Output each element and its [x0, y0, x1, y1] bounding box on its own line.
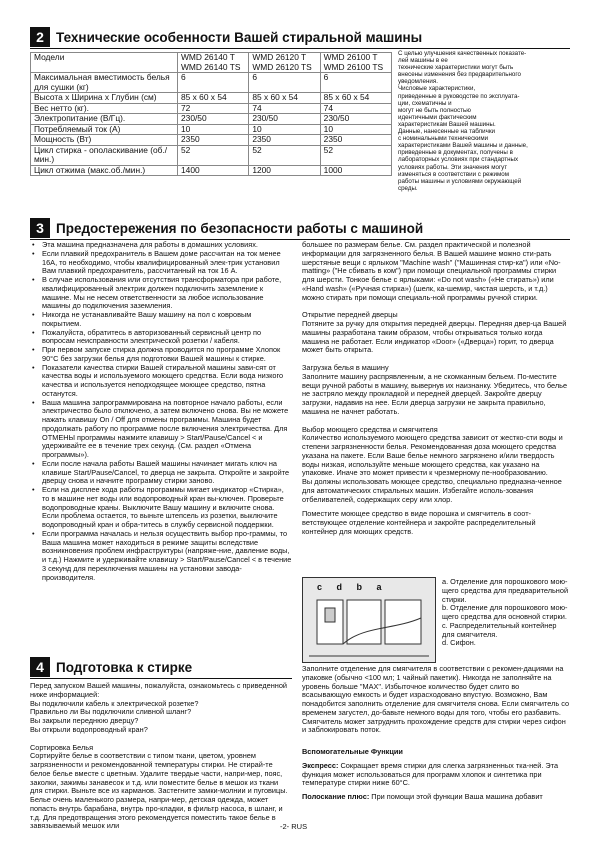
- detergent-text-3: Поместите моющее средство в виде порошка и смягчитель в соот-ветствующее отделение контейнера и закройте распределительный контейнер для моющих средств.: [302, 509, 536, 536]
- softener-text: Заполните отделение для смягчителя в соответствии с рекомен-дациями на упаковке (обычно <100 мл; 1 чайный пакетик). Никогда не заполняйте на уровень больше "MAX". Избыточное количество будет слито во всасывающую емкость и будет израсходовано впустую. Возможно, Вам понадобится заполнить отделение для смягчителя снова. Если смягчитель со временем загустел, до-бавьте немного воды для того, чтобы его разбавить. Смягчитель может затруднить прохождение средств для стирки через сифон и заблокировать поток.: [302, 664, 570, 735]
- right-column-top: [302, 241, 570, 537]
- table-cell: 10: [249, 124, 320, 135]
- table-cell: Цикл отжима (макс.об./мин.): [31, 165, 178, 176]
- list-item: • В случае использования или отсутствия трансформатора при работе, квалифицированный электрик должен подключить заземление к машине. Мы не несем ответственности за любое использование машины до подключения заземления.: [42, 276, 292, 311]
- safety-column: [30, 241, 292, 582]
- sort-title: Сортировка Белья: [30, 742, 94, 752]
- section-2-header: [30, 27, 422, 47]
- table-cell: 6: [178, 73, 249, 93]
- table-cell: WMD 26140 T WMD 26140 TS: [178, 53, 249, 73]
- table-row: [31, 124, 392, 135]
- list-item: • Никогда не устанавливайте Вашу машину на пол с ковровым покрытием.: [42, 311, 292, 329]
- table-cell: 52: [249, 145, 320, 165]
- detergent-text: Количество используемого моющего средства зависит от жестко-сти воды и степени загрязненности белья. Рекомендованная доза моющего средства указана на пакете. Если Ваше белье немного загрязнено и/или твердость воды низкая, используйте меньше моющего средства, как указано на упаковке. Иначе это может привести к чрезмерному пе-нообразованию.: [302, 433, 563, 478]
- table-header-row: [31, 53, 392, 73]
- page-number: -2- RUS: [280, 822, 308, 831]
- section-title: Подготовка к стирке: [56, 659, 193, 675]
- detergent-title: Выбор моющего средства и смягчителя: [302, 424, 438, 434]
- section-title: Технические особенности Вашей стиральной машины: [56, 29, 423, 45]
- right-column-bottom: [302, 665, 570, 802]
- express-text: Сокращает время стирки для слегка загрязненных тка-ней. Эта функция может использоваться для программ хлопок и синтетика при температуре стирки ниже 60°С.: [302, 760, 559, 788]
- preparation-column: [30, 682, 292, 831]
- load-title: Загрузка белья в машину: [302, 363, 389, 372]
- table-cell: 10: [320, 124, 391, 135]
- table-cell: 85 x 60 x 54: [178, 93, 249, 104]
- door-title: Открытие передней дверцы: [302, 310, 398, 320]
- section-number: 4: [30, 657, 50, 677]
- table-cell: Электропитание (В/Гц).: [31, 114, 178, 125]
- rinse-paragraph: [302, 793, 570, 802]
- sort-text: Сортируйте белье в соответствии с типом ткани, цветом, уровнем загрязненности и рекомендованной температуры стирки. Не стирай-те белое белье вместе с цветным. Удалите твердые части, напри-мер, пояс, заколки, зажимы занавесок и т.д. или поместите белье в мешок из ткани для стирки. Выньте все из карманов. Застегните замки-молнии и пуговицы. Белье очень маленького размера, напри-мер, детская одежда, может попасть внутрь барабана, внутрь про-кладки, в фильтр насоса, в шланг, и т.д. Для предотвращения этого рекомендуется поместить такое белье в завязываемый мешок или: [30, 751, 288, 831]
- table-cell: 230/50: [249, 114, 320, 125]
- table-cell: 2350: [178, 135, 249, 146]
- table-cell: WMD 26100 T WMD 26100 TS: [320, 53, 391, 73]
- table-cell: 1400: [178, 165, 249, 176]
- table-cell: 72: [178, 103, 249, 114]
- table-cell: Мощность (Вт): [31, 135, 178, 146]
- table-cell: Потребляемый ток (А): [31, 124, 178, 135]
- rinse-text: При помощи этой функции Ваша машина добавит: [369, 792, 543, 801]
- list-item: • Ваша машина запрограммирована на повторное начало работы, если электричество было отключено, а затем включено снова. Вы не можете нажать клавишу On / Off для отмены программы. Машина будет продолжать работу по программе после включения электричества. Для ОТМЕНЫ программы нажмите клавишу > Start/Pause/Cancel < и удерживайте ее в течение трех секунд. (См. раздел «Отмена программы»).: [42, 399, 292, 460]
- table-cell: Модели: [31, 53, 178, 73]
- express-paragraph: [302, 762, 570, 788]
- section-number: 3: [30, 218, 50, 238]
- door-text: Потяните за ручку для открытия передней дверцы. Передняя двер-ца Вашей машины разработана таким образом, чтобы открываться только когда машина не работает. Если индикатор «Door» («Дверца») горит, то дверца может быть открыта.: [302, 319, 567, 355]
- list-item: • Пожалуйста, обратитесь в авторизованный сервисный центр по вопросам неисправности электрической розетки / кабеля.: [42, 329, 292, 347]
- divider: [30, 48, 570, 49]
- table-row: [31, 135, 392, 146]
- table-cell: 230/50: [178, 114, 249, 125]
- section-number: 2: [30, 27, 50, 47]
- table-row: [31, 73, 392, 93]
- drawer-letters: c d b a: [317, 582, 388, 592]
- load-text: Заполните машину распрявленным, а не скомканным бельем. По-местите вещи ручной работы в машину, вывернув их наизнанку. Убедитесь, что белье не застряло между прокладкой и передней дверцей. Закройте дверцу загрузки, надавив на нее. Если дверца загрузки не закрыта правильно, машина не начнет работать.: [302, 371, 568, 416]
- table-row: [31, 103, 392, 114]
- section-3-header: [30, 218, 423, 238]
- table-cell: Максимальная вместимость белья для сушки (кг): [31, 73, 178, 93]
- table-cell: 6: [249, 73, 320, 93]
- table-cell: 2350: [320, 135, 391, 146]
- section-title: Предостережения по безопасности работы с машиной: [56, 220, 424, 236]
- table-cell: Высота x Ширина x Глубин (см): [31, 93, 178, 104]
- table-cell: 85 x 60 x 54: [249, 93, 320, 104]
- table-cell: WMD 26120 T WMD 26120 TS: [249, 53, 320, 73]
- list-item: • При первом запуске стирка должна проводится по программе Хлопок 90°С без загрузки белья для подготовки Вашей машины к стирке.: [42, 346, 292, 364]
- preparation-intro: Перед запуском Вашей машины, пожалуйста, ознакомьтесь с приведенной ниже информацией: Вы подключили кабель к электрической розетке? Правильно ли Вы подключили сливной шланг? Вы закрыли переднюю дверцу? Вы открыли водопроводный кран?: [30, 681, 288, 734]
- table-cell: 74: [249, 103, 320, 114]
- table-cell: 230/50: [320, 114, 391, 125]
- table-row: [31, 93, 392, 104]
- detergent-text-2: Вы должны использовать моющее средство, специально предназна-ченное для автоматических стиральных машин. Избегайте исполь-зования отбеливателей, содержащих серу или хлор.: [302, 477, 562, 504]
- table-row: [31, 165, 392, 176]
- table-cell: 52: [320, 145, 391, 165]
- detergent-drawer-illustration: [302, 577, 436, 663]
- rinse-label: Полоскание плюс:: [302, 792, 370, 801]
- section-4-header: [30, 657, 192, 677]
- table-row: [31, 145, 392, 165]
- drawer-legend: a. Отделение для порошкового мою-щего средства для предварительной стирки. b. Отделение для порошкового мою-щего средства для основной стирки. c. Распределительный контейнер для смягчителя. d. Сифон.: [442, 577, 569, 648]
- table-cell: 2350: [249, 135, 320, 146]
- list-item: • Если на дисплее хода работы программы мигает индикатор «Стирка», то в машине нет воды или водопроводный кран вы-ключен. Проверьте водопроводные краны. Выключите Вашу машину и включите снова. Если проблема остается, то выньте штепсель из розетки, выключите водопроводный кран и обра-титесь в службу сервисной поддержки.: [42, 486, 292, 530]
- divider: [30, 678, 292, 679]
- table-cell: 74: [320, 103, 391, 114]
- table-cell: 52: [178, 145, 249, 165]
- laundry-intro: большее по размерам белье. См. раздел практической и полезной информации для загрязненного белья. В Вашей машине можно сти-рать шерстяные вещи с ярлыком "Machine wash" ("Машинная стир-ка") или «No-matting» ("Не сбивать в ком") при помощи специальной программы стирки для шерсти. Тонкое белье с ярлыками: «Do not wash» («Не стирать») или «Hand wash» («Ручная стирка») (шелк, ка-шемир, чистая шерсть, и т.д.) можно стирать при помощи специаль-ной программы ручной стирки.: [302, 240, 561, 302]
- list-item: • Показатели качества стирки Вашей стиральной машины зави-сят от качества воды и используемого моющего средства. Если вода низкого качества и используется неподходящее моющее средство, пятна останутся.: [42, 364, 292, 399]
- table-cell: 6: [320, 73, 391, 93]
- spec-note: С целью улучшения качественных показате- лей машины в ее технические характеристики могут быть внесены изменения без предварительного уведомления. Числовые характеристики, приведенные в руководстве по эксплуата- ции, схематичны и могут не быть полностью идентичными фактическим характеристикам Вашей машины. Данные, нанесенные на таблички с номинальными техническими характеристиками Вашей машины и данные, приведенные в документах, получены в лабораторных условиях при стандартных условиях работы. Эти значения могут изменяться в соответствии с режимом работы машины и условиями окружающей среды.: [398, 50, 528, 192]
- table-cell: Цикл стирка - ополаскивание (об./мин.): [31, 145, 178, 165]
- list-item: • Если плавкий предохранитель в Вашем доме рассчитан на ток менее 16А, то необходимо, чтобы квалифицированный элек-трик установил Вам плавкий предохранитель, рассчитанный на ток 16 А.: [42, 250, 292, 276]
- table-cell: 1200: [249, 165, 320, 176]
- aux-title: Вспомогательные Функции: [302, 747, 403, 756]
- table-cell: 1000: [320, 165, 391, 176]
- list-item: • Эта машина предназначена для работы в домашних условиях.: [42, 241, 292, 250]
- table-row: [31, 114, 392, 125]
- list-item: • Если программа началась и нельзя осуществить выбор про-граммы, то Ваша машина может находиться в режиме защиты вследствие возникновения проблем инфраструктуры (напряже-ние, давление воды, и т.д.) Нажмите и удерживайте клавишу > Start/Pause/Cancel < в течение 3 секунд для переключения машины на установки завода-производителя.: [42, 530, 292, 583]
- list-item: • Если после начала работы Вашей машины начинает мигать ключ на клавише Start/Pause/Cancel, то дверца не закрыта. Откройте и закройте дверцу снова и начните программу стирки заново.: [42, 460, 292, 486]
- express-label: Экспресс:: [302, 760, 339, 770]
- table-cell: 85 x 60 x 54: [320, 93, 391, 104]
- safety-list: [30, 241, 292, 582]
- table-cell: Вес нетто (кг).: [31, 103, 178, 114]
- table-cell: 10: [178, 124, 249, 135]
- spec-table: [30, 52, 392, 176]
